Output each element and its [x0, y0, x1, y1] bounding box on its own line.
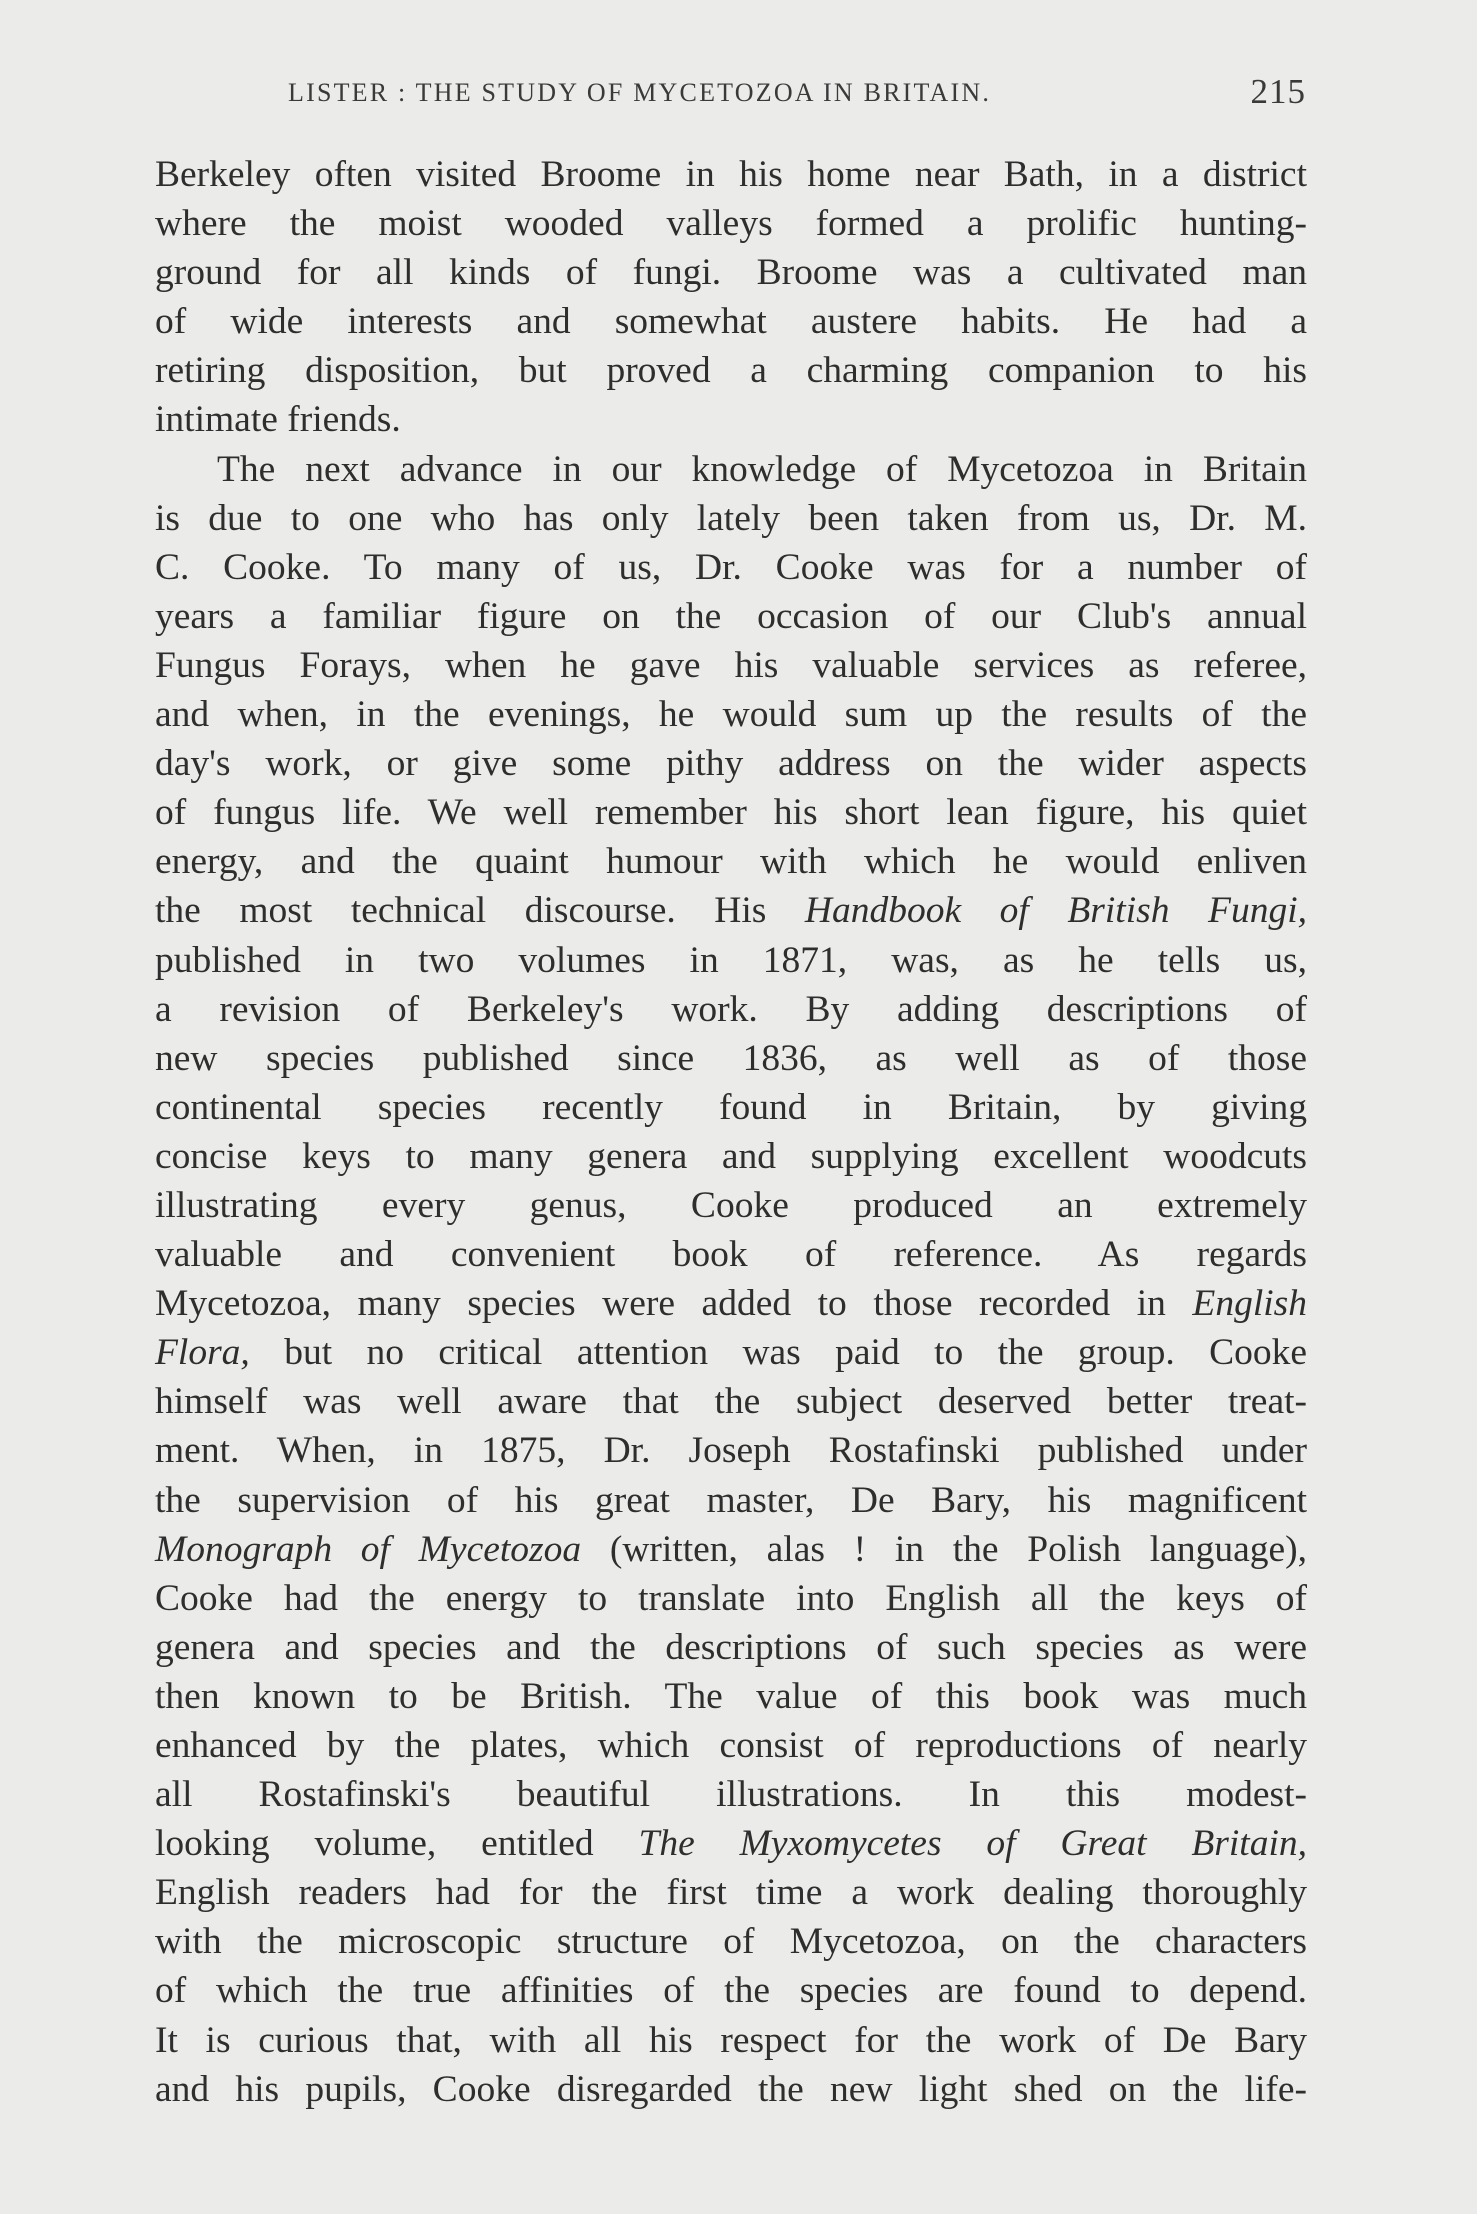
- text-line: then known to be British. The value of this book was much: [155, 1675, 1307, 1717]
- text-line: of which the true affinities of the species are found to depend.: [155, 1970, 1307, 2012]
- text-line: a revision of Berkeley's work. By adding descriptions of: [155, 988, 1307, 1030]
- text-line: genera and species and the descriptions of such species as were: [155, 1626, 1307, 1668]
- text-line: and when, in the evenings, he would sum up the results of the: [155, 694, 1307, 736]
- text-line: Cooke had the energy to translate into English all the keys of: [155, 1577, 1307, 1619]
- text-line: himself was well aware that the subject deserved better treat-: [155, 1381, 1307, 1423]
- book-title-italic: The Myxomycetes of Great Britain,: [638, 1823, 1307, 1865]
- text-line: the supervision of his great master, De Bary, his magnificent: [155, 1479, 1307, 1521]
- text-line: intimate friends.: [155, 399, 401, 441]
- text-line: new species published since 1836, as well as of those: [155, 1037, 1307, 1079]
- text-line: with the microscopic structure of Mycetozoa, on the characters: [155, 1921, 1307, 1963]
- text-line: energy, and the quaint humour with which he would enliven: [155, 841, 1307, 883]
- text-line: ground for all kinds of fungi. Broome was a cultivated man: [155, 252, 1307, 294]
- text-line: enhanced by the plates, which consist of reproductions of nearly: [155, 1725, 1307, 1766]
- text-line: C. Cooke. To many of us, Dr. Cooke was for a number of: [155, 546, 1307, 588]
- text-line: of fungus life. We well remember his short lean figure, his quiet: [155, 792, 1307, 834]
- text-line: valuable and convenient book of reference. As regards: [155, 1234, 1307, 1276]
- text-segment: but no critical attention was paid to the group. Cooke: [284, 1332, 1307, 1374]
- running-head-title: LISTER : THE STUDY OF MYCETOZOA IN BRITAIN.: [288, 78, 992, 107]
- text-line: illustrating every genus, Cooke produced an extremely: [155, 1184, 1307, 1226]
- text-line: [155, 1328, 1307, 1377]
- text-line: [155, 1525, 1307, 1574]
- text-line: [155, 886, 1307, 935]
- book-title-italic: Handbook of British Fungi,: [804, 890, 1307, 932]
- text-line: where the moist wooded valleys formed a prolific hunting-: [155, 203, 1307, 245]
- body-text: [155, 150, 1307, 2114]
- text-line: concise keys to many genera and supplying excellent woodcuts: [155, 1135, 1307, 1177]
- text-line: is due to one who has only lately been taken from us, Dr. M.: [155, 497, 1307, 539]
- text-line: [155, 1279, 1307, 1328]
- book-title-italic: English: [1192, 1283, 1307, 1325]
- text-segment: looking volume, entitled: [155, 1823, 594, 1865]
- page-number: 215: [1250, 72, 1306, 111]
- text-line: Berkeley often visited Broome in his home near Bath, in a district: [155, 154, 1307, 195]
- text-line: The next advance in our knowledge of Mycetozoa in Britain: [217, 448, 1307, 490]
- text-segment: (written, alas ! in the Polish language),: [609, 1528, 1307, 1570]
- book-title-italic: Flora,: [155, 1332, 250, 1374]
- text-line: continental species recently found in Britain, by giving: [155, 1086, 1307, 1128]
- text-segment: the most technical discourse. His: [155, 890, 767, 932]
- text-line: published in two volumes in 1871, was, as he tells us,: [155, 939, 1307, 981]
- text-line: all Rostafinski's beautiful illustrations. In this modest-: [155, 1774, 1307, 1816]
- text-line: ment. When, in 1875, Dr. Joseph Rostafinski published under: [155, 1430, 1307, 1472]
- text-line: English readers had for the first time a work dealing thoroughly: [155, 1872, 1307, 1914]
- text-line: of wide interests and somewhat austere habits. He had a: [155, 301, 1307, 343]
- text-line: It is curious that, with all his respect for the work of De Bary: [155, 2019, 1307, 2061]
- book-title-italic: Monograph of Mycetozoa: [155, 1528, 582, 1570]
- text-line: retiring disposition, but proved a charming companion to his: [155, 350, 1307, 392]
- text-line: Fungus Forays, when he gave his valuable services as referee,: [155, 644, 1307, 686]
- text-line: day's work, or give some pithy address on the wider aspects: [155, 743, 1307, 785]
- text-segment: Mycetozoa, many species were added to those recorded in: [155, 1283, 1166, 1325]
- text-line: and his pupils, Cooke disregarded the new light shed on the life-: [155, 2068, 1307, 2110]
- running-head: [288, 68, 1306, 118]
- text-line: [155, 1819, 1307, 1868]
- text-line: years a familiar figure on the occasion of our Club's annual: [155, 595, 1307, 637]
